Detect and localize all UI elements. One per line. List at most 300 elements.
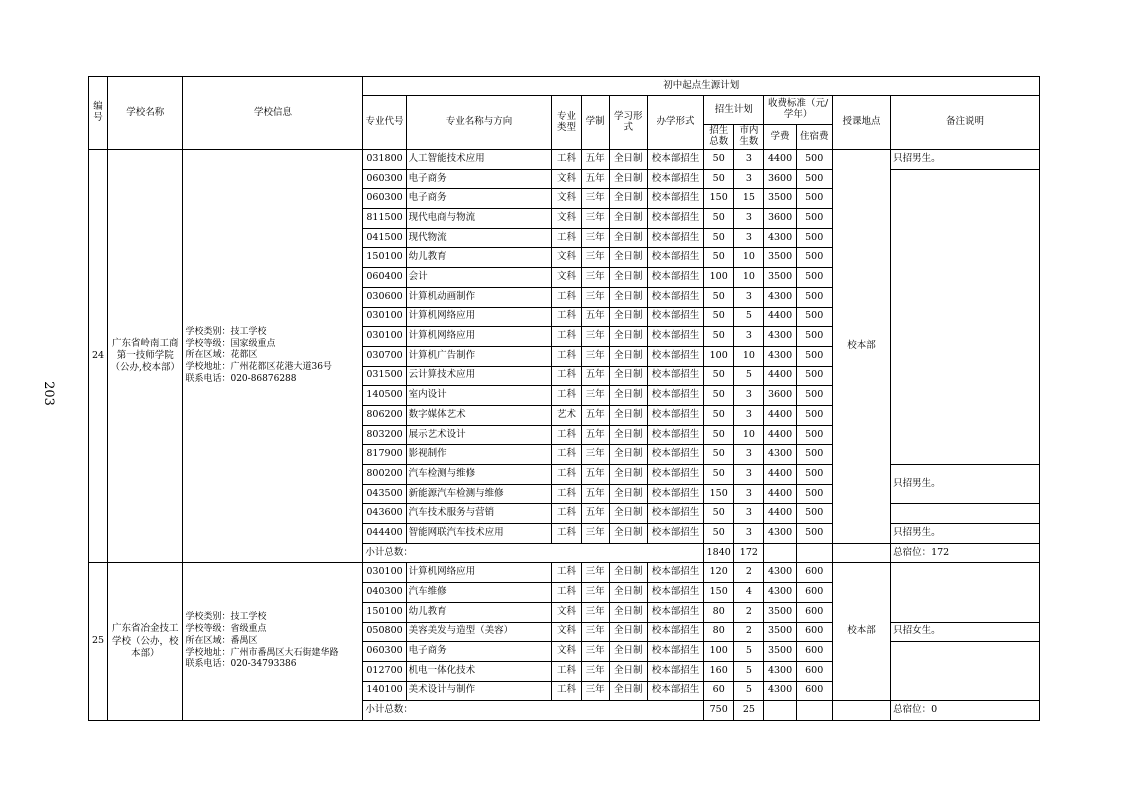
cell-major-code: 060300 [363, 169, 406, 189]
cell-enroll-city: 3 [734, 169, 764, 189]
cell-enroll-city: 10 [734, 425, 764, 445]
cell-lodging: 500 [796, 465, 832, 485]
header-major-code: 专业代号 [363, 96, 406, 150]
subtotal-label: 小计总数： [363, 543, 704, 563]
cell-enroll-city: 5 [734, 366, 764, 386]
cell-enroll-city: 3 [734, 386, 764, 406]
header-duration: 学制 [581, 96, 609, 150]
header-enroll-city: 市内生数 [734, 125, 764, 150]
cell-enroll-city: 3 [734, 405, 764, 425]
cell-lodging: 500 [796, 169, 832, 189]
cell-enroll-total: 50 [704, 524, 734, 544]
header-school-mode: 办学形式 [647, 96, 703, 150]
cell-enroll-total: 80 [704, 622, 734, 642]
school-info [183, 150, 363, 563]
subtotal-tuition [764, 701, 796, 721]
cell-study-form: 全日制 [609, 602, 647, 622]
cell-school-mode: 校本部招生 [647, 287, 703, 307]
cell-major-code: 030100 [363, 307, 406, 327]
cell-school-mode: 校本部招生 [647, 661, 703, 681]
cell-duration: 三年 [581, 524, 609, 544]
cell-major-code: 031500 [363, 366, 406, 386]
cell-major-type: 工科 [552, 327, 581, 347]
cell-major-type: 艺术 [552, 405, 581, 425]
cell-school-mode: 校本部招生 [647, 504, 703, 524]
cell-major-name: 电子商务 [406, 189, 552, 209]
cell-enroll-city: 15 [734, 189, 764, 209]
cell-major-name: 电子商务 [406, 642, 552, 662]
cell-major-type: 文科 [552, 642, 581, 662]
cell-school-mode: 校本部招生 [647, 425, 703, 445]
cell-enroll-city: 2 [734, 622, 764, 642]
cell-lodging: 600 [796, 642, 832, 662]
cell-tuition: 3600 [764, 209, 796, 229]
cell-major-code: 060400 [363, 268, 406, 288]
cell-major-code: 150100 [363, 248, 406, 268]
cell-tuition: 4400 [764, 366, 796, 386]
cell-duration: 三年 [581, 386, 609, 406]
cell-major-type: 工科 [552, 445, 581, 465]
subtotal-location [832, 543, 890, 563]
cell-tuition: 4400 [764, 425, 796, 445]
cell-enroll-city: 3 [734, 327, 764, 347]
cell-enroll-city: 5 [734, 642, 764, 662]
cell-major-type: 文科 [552, 268, 581, 288]
subtotal-total: 750 [704, 701, 734, 721]
cell-major-type: 工科 [552, 484, 581, 504]
cell-major-name: 计算机广告制作 [406, 346, 552, 366]
cell-major-type: 工科 [552, 425, 581, 445]
cell-study-form: 全日制 [609, 524, 647, 544]
cell-enroll-total: 60 [704, 681, 734, 701]
cell-major-code: 150100 [363, 602, 406, 622]
cell-study-form: 全日制 [609, 287, 647, 307]
cell-major-type: 工科 [552, 287, 581, 307]
cell-major-code: 030700 [363, 346, 406, 366]
cell-school-mode: 校本部招生 [647, 248, 703, 268]
cell-school-mode: 校本部招生 [647, 405, 703, 425]
school-no: 24 [89, 150, 108, 563]
subtotal-city: 172 [734, 543, 764, 563]
cell-study-form: 全日制 [609, 366, 647, 386]
cell-major-type: 文科 [552, 169, 581, 189]
school-no: 25 [89, 563, 108, 721]
cell-duration: 五年 [581, 307, 609, 327]
cell-major-code: 041500 [363, 228, 406, 248]
cell-school-mode: 校本部招生 [647, 583, 703, 603]
cell-school-mode: 校本部招生 [647, 366, 703, 386]
cell-major-type: 工科 [552, 228, 581, 248]
cell-major-type: 文科 [552, 622, 581, 642]
cell-enroll-city: 2 [734, 563, 764, 583]
header-major-type: 专业类型 [552, 96, 581, 150]
cell-major-code: 030100 [363, 563, 406, 583]
cell-major-name: 云计算技术应用 [406, 366, 552, 386]
cell-duration: 五年 [581, 169, 609, 189]
school-info-line: 联系电话：020-86876288 [185, 373, 297, 384]
cell-lodging: 500 [796, 425, 832, 445]
school-info-line: 学校地址：广州市番禺区大石街建华路 [185, 647, 339, 658]
cell-major-code: 060300 [363, 642, 406, 662]
cell-major-type: 工科 [552, 386, 581, 406]
cell-duration: 五年 [581, 504, 609, 524]
school-info-line: 联系电话：020-34793386 [185, 659, 297, 670]
cell-duration: 三年 [581, 583, 609, 603]
cell-school-mode: 校本部招生 [647, 209, 703, 229]
school-info-line: 所在区域：番禺区 [185, 635, 258, 646]
header-remarks: 备注说明 [891, 96, 1040, 150]
remark-cell [891, 642, 1040, 701]
cell-school-mode: 校本部招生 [647, 602, 703, 622]
cell-duration: 三年 [581, 327, 609, 347]
cell-lodging: 600 [796, 622, 832, 642]
cell-lodging: 500 [796, 150, 832, 170]
cell-major-code: 030100 [363, 327, 406, 347]
cell-school-mode: 校本部招生 [647, 642, 703, 662]
cell-study-form: 全日制 [609, 248, 647, 268]
cell-duration: 三年 [581, 248, 609, 268]
cell-major-name: 室内设计 [406, 386, 552, 406]
cell-study-form: 全日制 [609, 268, 647, 288]
subtotal-lodging [796, 701, 832, 721]
cell-lodging: 500 [796, 445, 832, 465]
cell-tuition: 4400 [764, 405, 796, 425]
cell-duration: 三年 [581, 642, 609, 662]
cell-duration: 三年 [581, 622, 609, 642]
cell-lodging: 600 [796, 602, 832, 622]
cell-duration: 五年 [581, 465, 609, 485]
cell-major-type: 文科 [552, 209, 581, 229]
cell-major-name: 展示艺术设计 [406, 425, 552, 445]
cell-lodging: 500 [796, 307, 832, 327]
cell-lodging: 600 [796, 563, 832, 583]
cell-major-code: 803200 [363, 425, 406, 445]
cell-lodging: 500 [796, 228, 832, 248]
cell-school-mode: 校本部招生 [647, 622, 703, 642]
cell-enroll-total: 120 [704, 563, 734, 583]
header-school-info: 学校信息 [183, 77, 363, 150]
remark-cell [891, 169, 1040, 464]
cell-school-mode: 校本部招生 [647, 327, 703, 347]
cell-enroll-city: 3 [734, 524, 764, 544]
cell-major-name: 电子商务 [406, 169, 552, 189]
cell-major-name: 幼儿教育 [406, 602, 552, 622]
cell-enroll-total: 50 [704, 169, 734, 189]
subtotal-city: 25 [734, 701, 764, 721]
cell-duration: 三年 [581, 602, 609, 622]
cell-major-name: 人工智能技术应用 [406, 150, 552, 170]
header-school-name: 学校名称 [108, 77, 183, 150]
cell-tuition: 4300 [764, 228, 796, 248]
cell-study-form: 全日制 [609, 563, 647, 583]
cell-lodging: 500 [796, 346, 832, 366]
remark-cell: 只招男生。 [891, 524, 1040, 544]
cell-lodging: 500 [796, 327, 832, 347]
cell-school-mode: 校本部招生 [647, 465, 703, 485]
cell-major-type: 工科 [552, 524, 581, 544]
cell-major-type: 工科 [552, 150, 581, 170]
cell-school-mode: 校本部招生 [647, 524, 703, 544]
cell-duration: 三年 [581, 445, 609, 465]
cell-major-type: 工科 [552, 563, 581, 583]
cell-study-form: 全日制 [609, 622, 647, 642]
cell-duration: 三年 [581, 189, 609, 209]
cell-major-type: 工科 [552, 504, 581, 524]
cell-tuition: 4300 [764, 563, 796, 583]
school-info-line: 学校等级：省级重点 [185, 624, 267, 635]
cell-lodging: 600 [796, 681, 832, 701]
subtotal-label: 小计总数： [363, 701, 704, 721]
page-number: 203 [40, 381, 56, 406]
cell-tuition: 3500 [764, 268, 796, 288]
cell-enroll-city: 3 [734, 484, 764, 504]
cell-enroll-city: 3 [734, 228, 764, 248]
enrollment-plan-table [88, 76, 1040, 721]
cell-enroll-total: 160 [704, 661, 734, 681]
cell-duration: 五年 [581, 150, 609, 170]
cell-study-form: 全日制 [609, 465, 647, 485]
cell-tuition: 3600 [764, 169, 796, 189]
cell-enroll-total: 50 [704, 150, 734, 170]
cell-duration: 三年 [581, 681, 609, 701]
cell-enroll-city: 5 [734, 307, 764, 327]
cell-enroll-total: 50 [704, 209, 734, 229]
cell-study-form: 全日制 [609, 445, 647, 465]
cell-study-form: 全日制 [609, 209, 647, 229]
cell-school-mode: 校本部招生 [647, 681, 703, 701]
cell-enroll-total: 50 [704, 228, 734, 248]
cell-enroll-total: 100 [704, 268, 734, 288]
subtotal-total: 1840 [704, 543, 734, 563]
cell-major-name: 智能网联汽车技术应用 [406, 524, 552, 544]
cell-tuition: 4300 [764, 445, 796, 465]
cell-lodging: 500 [796, 524, 832, 544]
cell-major-type: 文科 [552, 189, 581, 209]
cell-lodging: 500 [796, 405, 832, 425]
cell-enroll-total: 50 [704, 386, 734, 406]
cell-school-mode: 校本部招生 [647, 228, 703, 248]
cell-enroll-total: 50 [704, 425, 734, 445]
cell-enroll-total: 100 [704, 346, 734, 366]
cell-lodging: 500 [796, 386, 832, 406]
remark-cell: 只招男生。 [891, 465, 1040, 504]
cell-duration: 五年 [581, 425, 609, 445]
cell-major-code: 043500 [363, 484, 406, 504]
school-info [183, 563, 363, 721]
cell-study-form: 全日制 [609, 150, 647, 170]
cell-study-form: 全日制 [609, 307, 647, 327]
cell-lodging: 500 [796, 209, 832, 229]
header-enroll-total: 招生总数 [704, 125, 734, 150]
header-study-form: 学习形式 [609, 96, 647, 150]
cell-enroll-total: 50 [704, 248, 734, 268]
teaching-location: 校本部 [832, 150, 890, 544]
cell-major-name: 汽车维修 [406, 583, 552, 603]
cell-lodging: 500 [796, 504, 832, 524]
cell-tuition: 4400 [764, 504, 796, 524]
cell-enroll-city: 5 [734, 661, 764, 681]
cell-enroll-total: 50 [704, 405, 734, 425]
cell-major-name: 数字媒体艺术 [406, 405, 552, 425]
subtotal-lodging [796, 543, 832, 563]
cell-enroll-total: 50 [704, 327, 734, 347]
cell-tuition: 4400 [764, 307, 796, 327]
header-tuition: 学费 [764, 125, 796, 150]
cell-enroll-city: 3 [734, 209, 764, 229]
cell-school-mode: 校本部招生 [647, 268, 703, 288]
cell-enroll-total: 50 [704, 307, 734, 327]
cell-major-type: 工科 [552, 583, 581, 603]
school-info-line: 学校等级：国家级重点 [185, 338, 276, 349]
cell-tuition: 3500 [764, 189, 796, 209]
cell-major-name: 计算机网络应用 [406, 307, 552, 327]
cell-school-mode: 校本部招生 [647, 563, 703, 583]
cell-duration: 三年 [581, 563, 609, 583]
header-lodging: 住宿费 [796, 125, 832, 150]
table-body [89, 150, 1040, 721]
header-location: 授课地点 [832, 96, 890, 150]
cell-tuition: 4300 [764, 583, 796, 603]
cell-major-name: 计算机网络应用 [406, 563, 552, 583]
cell-study-form: 全日制 [609, 169, 647, 189]
cell-duration: 三年 [581, 209, 609, 229]
cell-major-code: 030600 [363, 287, 406, 307]
cell-tuition: 3500 [764, 622, 796, 642]
cell-study-form: 全日制 [609, 583, 647, 603]
cell-duration: 三年 [581, 268, 609, 288]
header-enroll-plan: 招生计划 [704, 96, 764, 125]
cell-major-code: 140500 [363, 386, 406, 406]
subtotal-tuition [764, 543, 796, 563]
cell-school-mode: 校本部招生 [647, 307, 703, 327]
cell-major-name: 美术设计与制作 [406, 681, 552, 701]
cell-study-form: 全日制 [609, 681, 647, 701]
cell-enroll-total: 50 [704, 366, 734, 386]
cell-study-form: 全日制 [609, 405, 647, 425]
cell-enroll-city: 3 [734, 465, 764, 485]
cell-major-code: 811500 [363, 209, 406, 229]
cell-study-form: 全日制 [609, 642, 647, 662]
cell-lodging: 500 [796, 366, 832, 386]
cell-major-type: 工科 [552, 465, 581, 485]
cell-enroll-city: 3 [734, 150, 764, 170]
cell-enroll-total: 150 [704, 484, 734, 504]
cell-major-type: 工科 [552, 307, 581, 327]
cell-duration: 三年 [581, 228, 609, 248]
cell-major-name: 幼儿教育 [406, 248, 552, 268]
cell-duration: 五年 [581, 484, 609, 504]
cell-major-type: 工科 [552, 661, 581, 681]
cell-major-name: 计算机网络应用 [406, 327, 552, 347]
cell-school-mode: 校本部招生 [647, 445, 703, 465]
cell-duration: 五年 [581, 405, 609, 425]
remark-cell [891, 504, 1040, 524]
cell-school-mode: 校本部招生 [647, 189, 703, 209]
cell-enroll-total: 50 [704, 504, 734, 524]
cell-tuition: 4300 [764, 327, 796, 347]
cell-enroll-total: 100 [704, 642, 734, 662]
cell-major-name: 现代物流 [406, 228, 552, 248]
cell-duration: 五年 [581, 366, 609, 386]
cell-tuition: 4300 [764, 661, 796, 681]
subtotal-location [832, 701, 890, 721]
cell-major-code: 044400 [363, 524, 406, 544]
school-info-line: 学校地址：广州花都区花港大道36号 [185, 362, 332, 373]
cell-duration: 三年 [581, 661, 609, 681]
cell-enroll-city: 3 [734, 504, 764, 524]
cell-study-form: 全日制 [609, 386, 647, 406]
cell-major-name: 机电一体化技术 [406, 661, 552, 681]
cell-lodging: 600 [796, 583, 832, 603]
cell-major-type: 工科 [552, 366, 581, 386]
cell-study-form: 全日制 [609, 425, 647, 445]
cell-enroll-city: 10 [734, 346, 764, 366]
cell-tuition: 3500 [764, 248, 796, 268]
cell-enroll-city: 5 [734, 681, 764, 701]
remark-cell: 只招女生。 [891, 622, 1040, 642]
cell-major-code: 040300 [363, 583, 406, 603]
cell-enroll-city: 3 [734, 287, 764, 307]
cell-lodging: 500 [796, 287, 832, 307]
cell-major-code: 060300 [363, 189, 406, 209]
cell-tuition: 3500 [764, 642, 796, 662]
cell-lodging: 500 [796, 484, 832, 504]
cell-major-name: 会计 [406, 268, 552, 288]
cell-enroll-total: 50 [704, 445, 734, 465]
cell-major-type: 工科 [552, 681, 581, 701]
school-info-line: 学校类别：技工学校 [185, 612, 267, 623]
cell-tuition: 3500 [764, 602, 796, 622]
cell-enroll-total: 50 [704, 465, 734, 485]
cell-enroll-total: 150 [704, 189, 734, 209]
cell-school-mode: 校本部招生 [647, 169, 703, 189]
cell-study-form: 全日制 [609, 346, 647, 366]
cell-major-name: 现代电商与物流 [406, 209, 552, 229]
cell-study-form: 全日制 [609, 504, 647, 524]
cell-major-name: 汽车技术服务与营销 [406, 504, 552, 524]
cell-enroll-total: 150 [704, 583, 734, 603]
cell-tuition: 4300 [764, 524, 796, 544]
subtotal-note: 总宿位：0 [891, 701, 1040, 721]
remark-cell [891, 563, 1040, 622]
cell-duration: 三年 [581, 346, 609, 366]
cell-tuition: 4300 [764, 346, 796, 366]
table-row [89, 563, 1040, 583]
cell-major-name: 影视制作 [406, 445, 552, 465]
cell-major-code: 806200 [363, 405, 406, 425]
cell-lodging: 500 [796, 248, 832, 268]
cell-school-mode: 校本部招生 [647, 150, 703, 170]
cell-tuition: 4300 [764, 287, 796, 307]
cell-major-code: 817900 [363, 445, 406, 465]
header-no: 编号 [89, 77, 108, 150]
cell-enroll-total: 50 [704, 287, 734, 307]
cell-tuition: 4400 [764, 150, 796, 170]
cell-major-name: 计算机动画制作 [406, 287, 552, 307]
cell-enroll-city: 3 [734, 445, 764, 465]
cell-major-code: 012700 [363, 661, 406, 681]
header-plan-group: 初中起点生源计划 [363, 77, 1040, 96]
school-name: 广东省岭南工商第一技师学院（公办,校本部） [108, 150, 183, 563]
cell-tuition: 4400 [764, 465, 796, 485]
cell-study-form: 全日制 [609, 327, 647, 347]
cell-lodging: 500 [796, 268, 832, 288]
cell-enroll-total: 80 [704, 602, 734, 622]
cell-enroll-city: 10 [734, 248, 764, 268]
school-info-line: 学校类别：技工学校 [185, 327, 267, 337]
cell-major-name: 美容美发与造型（美容） [406, 622, 552, 642]
school-name: 广东省冶金技工学校（公办，校本部） [108, 563, 183, 721]
